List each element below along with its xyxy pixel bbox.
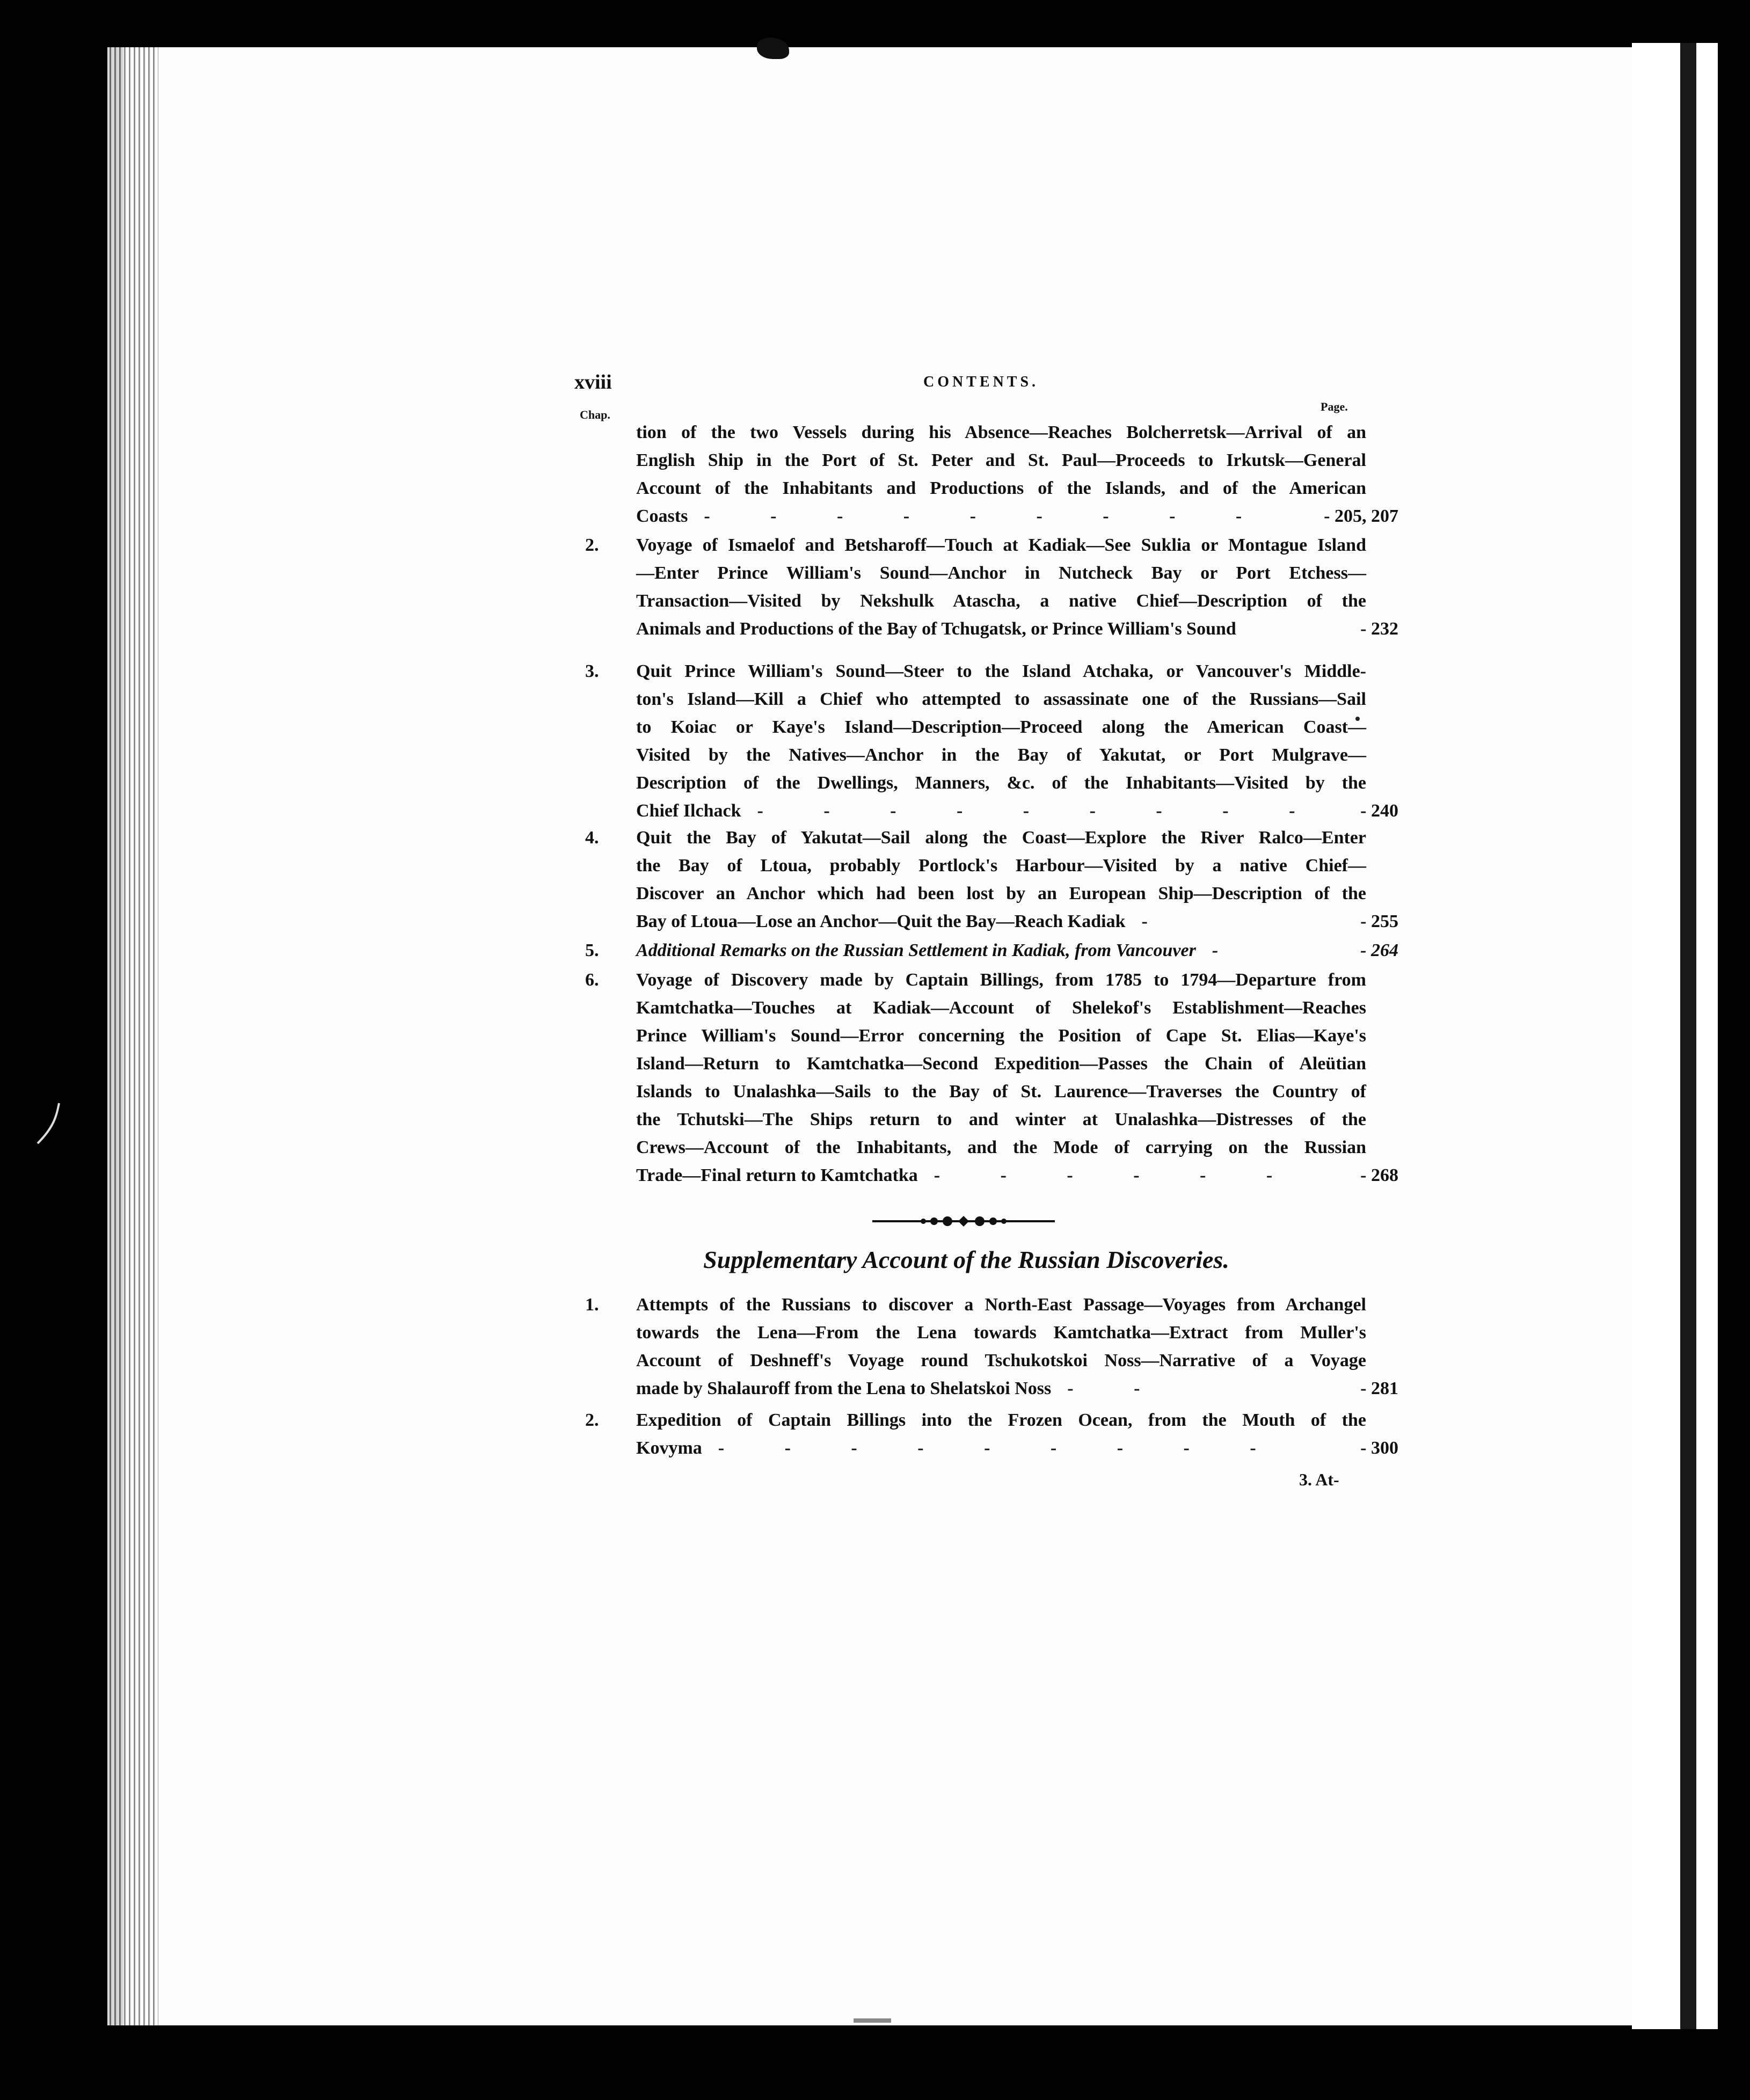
- dot-leader: - -: [1067, 1379, 1168, 1398]
- page-number: - 255: [1360, 912, 1398, 931]
- entry-line: tion of the two Vessels during his Absence—Reaches Bolcherretsk—Arrival of an: [636, 422, 1366, 442]
- ornament-divider: [872, 1213, 1055, 1229]
- page-number: - 264: [1360, 940, 1398, 960]
- facing-page-edge: [1632, 43, 1718, 2029]
- entry-line: Island—Return to Kamtchatka—Second Expedition—Passes the Chain of Aleütian: [636, 1054, 1366, 1074]
- catchword: 3. At-: [1299, 1470, 1339, 1489]
- entry-line: Transaction—Visited by Nekshulk Atascha, a native Chief—Description of the: [636, 591, 1366, 611]
- entry-line: Animals and Productions of the Bay of Tchugatsk, or Prince William's Sound - 232: [636, 615, 1366, 643]
- entry-number: 5.: [585, 940, 599, 960]
- margin-mark: [32, 1100, 64, 1149]
- entry-number: 2.: [585, 535, 599, 555]
- entry-line: English Ship in the Port of St. Peter and St. Paul—Proceeds to Irkutsk—General: [636, 450, 1366, 470]
- entry-number: 2.: [585, 1410, 599, 1430]
- chap-column-label: Chap.: [580, 408, 610, 421]
- page-column-label: Page.: [1321, 400, 1348, 413]
- entry-line: Attempts of the Russians to discover a North-East Passage—Voyages from Archangel: [636, 1295, 1366, 1315]
- page-header: [574, 370, 1347, 403]
- entry-line: Visited by the Natives—Anchor in the Bay of Yakutat, or Port Mulgrave—: [636, 745, 1366, 765]
- page-number: - 205, 207: [1324, 506, 1398, 526]
- entry-line: Voyage of Discovery made by Captain Billings, from 1785 to 1794—Departure from: [636, 970, 1366, 990]
- entry-line: Quit the Bay of Yakutat—Sail along the Coast—Explore the River Ralco—Enter: [636, 828, 1366, 848]
- page-number: - 232: [1360, 619, 1398, 639]
- folio: xviii: [574, 371, 612, 393]
- page-number: - 281: [1360, 1379, 1398, 1398]
- entry-line: Prince William's Sound—Error concerning the Position of Cape St. Elias—Kaye's: [636, 1026, 1366, 1046]
- entry-number: 4.: [585, 828, 599, 848]
- entry-line: the Bay of Ltoua, probably Portlock's Harbour—Visited by a native Chief—: [636, 856, 1366, 876]
- entry-line: Quit Prince William's Sound—Steer to the Island Atchaka, or Vancouver's Middle-: [636, 661, 1366, 681]
- dot-leader: -: [1212, 940, 1246, 960]
- section-title: Supplementary Account of the Russian Discoveries.: [703, 1246, 1229, 1273]
- entry-number: 3.: [585, 661, 599, 681]
- dot-leader: -: [1141, 912, 1176, 931]
- entry-number: 1.: [585, 1295, 599, 1315]
- page-number: - 300: [1360, 1438, 1398, 1458]
- entry-line: Bay of Ltoua—Lose an Anchor—Quit the Bay—Reach Kadiak - - 255: [636, 908, 1366, 936]
- entry-line: made by Shalauroff from the Lena to Shelatskoi Noss - - - 281: [636, 1375, 1366, 1403]
- entry-line: towards the Lena—From the Lena towards Kamtchatka—Extract from Muller's: [636, 1323, 1366, 1343]
- entry-line: Account of Deshneff's Voyage round Tschukotskoi Noss—Narrative of a Voyage: [636, 1351, 1366, 1370]
- entry-line: Trade—Final return to Kamtchatka - - - - - - - 268: [636, 1162, 1366, 1190]
- entry-line: the Tchutski—The Ships return to and winter at Unalashka—Distresses of the: [636, 1110, 1366, 1129]
- entry-number: 6.: [585, 970, 599, 990]
- entry-line: Kovyma - - - - - - - - - - 300: [636, 1434, 1366, 1462]
- page-number: - 268: [1360, 1165, 1398, 1185]
- entry-line: Islands to Unalashka—Sails to the Bay of St. Laurence—Traverses the Country of: [636, 1082, 1366, 1102]
- entry-line: ton's Island—Kill a Chief who attempted to assassinate one of the Russians—Sail: [636, 689, 1366, 709]
- page-number: - 240: [1360, 801, 1398, 821]
- entry-line: Description of the Dwellings, Manners, &c. of the Inhabitants—Visited by the: [636, 773, 1366, 793]
- ink-blot: [757, 38, 789, 59]
- entry-line: Additional Remarks on the Russian Settlement in Kadiak, from Vancouver - - 264: [636, 937, 1366, 965]
- entry-line: Expedition of Captain Billings into the Frozen Ocean, from the Mouth of the: [636, 1410, 1366, 1430]
- entry-line: Kamtchatka—Touches at Kadiak—Account of Shelekof's Establishment—Reaches: [636, 998, 1366, 1018]
- running-title: CONTENTS.: [923, 374, 1039, 390]
- dot-leader: - - - - - - - - -: [718, 1438, 1284, 1458]
- entry-line: Voyage of Ismaelof and Betsharoff—Touch at Kadiak—See Suklia or Montague Island: [636, 535, 1366, 555]
- dot-leader: - - - - - - - - -: [704, 506, 1270, 526]
- entry-line: Coasts - - - - - - - - - - 205, 207: [636, 502, 1366, 530]
- dot-leader: - - - - - - - - -: [757, 801, 1323, 821]
- entry-line: Account of the Inhabitants and Productions of the Islands, and of the American: [636, 478, 1366, 498]
- bottom-mark: [854, 2018, 891, 2023]
- entry-line: Discover an Anchor which had been lost by an European Ship—Description of the: [636, 884, 1366, 903]
- entry-line: Chief Ilchack - - - - - - - - - - 240: [636, 797, 1366, 825]
- entry-line: Crews—Account of the Inhabitants, and the Mode of carrying on the Russian: [636, 1138, 1366, 1157]
- entry-line: —Enter Prince William's Sound—Anchor in Nutcheck Bay or Port Etchess—: [636, 563, 1366, 583]
- page-edges: [107, 47, 158, 2025]
- dot-leader: - - - - - -: [934, 1165, 1301, 1185]
- entry-line: to Koiac or Kaye's Island—Description—Proceed along the American Coast—: [636, 717, 1366, 737]
